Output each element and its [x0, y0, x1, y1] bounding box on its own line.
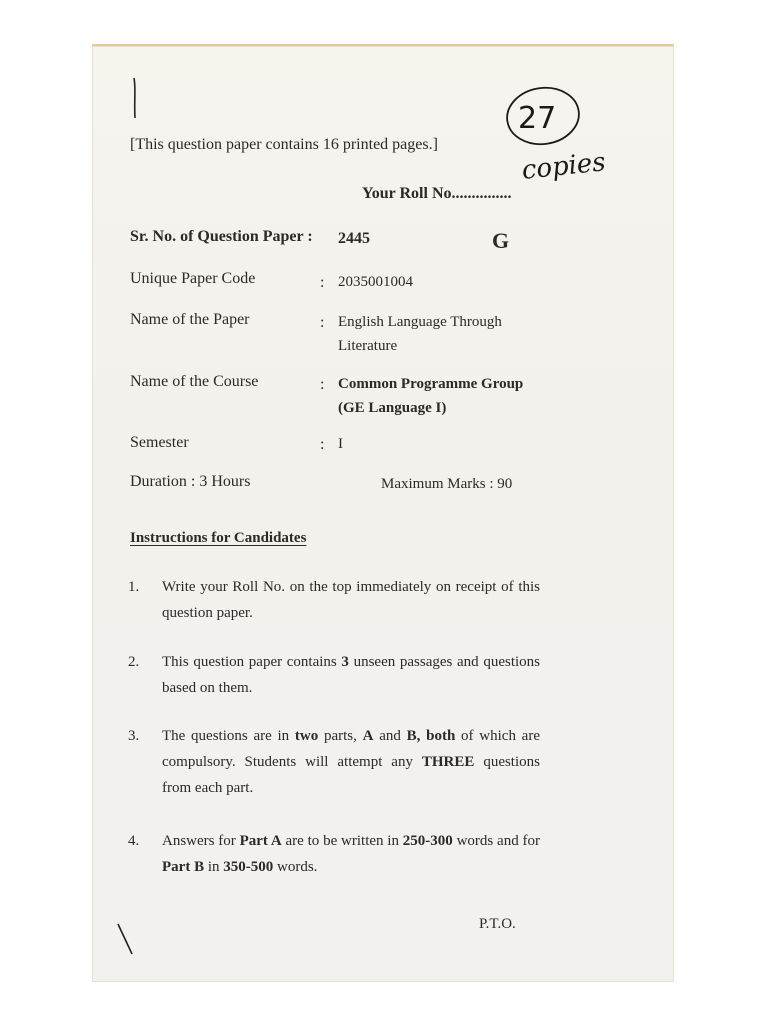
pen-mark-bottom-left: [114, 920, 138, 960]
roll-number-field: Your Roll No...............: [362, 185, 512, 202]
paper-name-label: Name of the Paper: [130, 311, 250, 328]
duration: Duration : 3 Hours: [130, 473, 251, 490]
paper-name-value-line2: Literature: [338, 338, 398, 354]
paper-name-colon: :: [320, 314, 325, 331]
instruction-number: 1.: [128, 579, 140, 595]
course-name-value-line1: Common Programme Group: [338, 376, 524, 392]
instruction-text: Write your Roll No. on the top immediately on receipt of this question paper.: [162, 579, 540, 621]
semester-label: Semester: [130, 434, 189, 451]
instruction-text: Answers for Part A are to be written in 250-300 words and for Part B in 350-500 words.: [162, 833, 540, 875]
instruction-number: 4.: [128, 833, 140, 849]
semester-value: I: [338, 436, 343, 452]
semester-colon: :: [320, 436, 325, 453]
instruction-text: The questions are in two parts, A and B, both of which are compulsory. Students will attempt any THREE questions from each part.: [162, 728, 540, 796]
instruction-number: 3.: [128, 728, 140, 744]
copies-label: copies: [520, 147, 607, 186]
instruction-text: This question paper contains 3 unseen passages and questions based on them.: [162, 654, 541, 696]
course-name-label: Name of the Course: [130, 373, 259, 390]
course-name-colon: :: [320, 376, 325, 393]
instructions-heading: Instructions for Candidates: [130, 530, 307, 546]
copies-count: 27: [518, 101, 557, 136]
unique-code-colon: :: [320, 274, 325, 291]
paper-set-code: G: [492, 228, 510, 253]
instruction-number: 2.: [128, 654, 140, 670]
sr-no-value: 2445: [338, 230, 370, 247]
course-name-value-line2: (GE Language I): [338, 400, 447, 416]
sr-no-label: Sr. No. of Question Paper :: [130, 228, 313, 245]
pen-mark-top-left: [124, 74, 144, 124]
maximum-marks: Maximum Marks : 90: [381, 476, 513, 492]
paper-name-value-line1: English Language Through: [338, 314, 502, 330]
unique-code-label: Unique Paper Code: [130, 270, 256, 287]
handwritten-copies-note: [500, 80, 610, 190]
please-turn-over: P.T.O.: [479, 916, 516, 932]
page-count-note: [This question paper contains 16 printed pages.]: [130, 136, 438, 153]
unique-code-value: 2035001004: [338, 274, 413, 290]
